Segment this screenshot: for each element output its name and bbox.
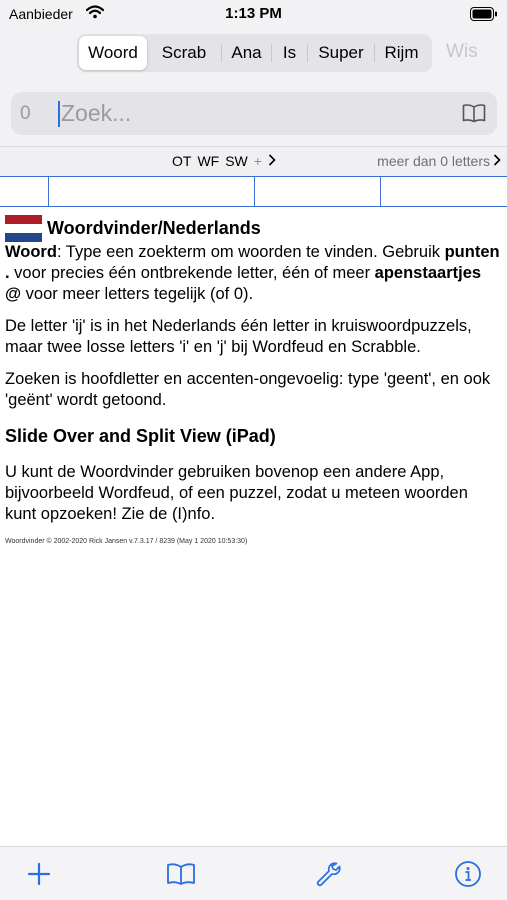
intro-text: : Type een zoekterm om woorden te vinden. Gebruik bbox=[56, 243, 445, 261]
letter-grid[interactable] bbox=[0, 176, 507, 207]
text-cursor bbox=[58, 101, 60, 127]
book-icon[interactable] bbox=[462, 103, 486, 128]
section-heading: Slide Over and Split View (iPad) bbox=[5, 426, 276, 446]
page-title: Woordvinder/Nederlands bbox=[47, 217, 261, 238]
version-note: Woordvinder © 2002-2020 Rick Jansen v.7.3.17 / 8239 (May 1 2020 10:53:30) bbox=[5, 538, 248, 545]
grid-cell[interactable] bbox=[0, 177, 49, 206]
mode-segmented-control[interactable] bbox=[77, 34, 432, 72]
ij-paragraph: De letter 'ij' is in het Nederlands één letter in kruiswoordpuzzels, maar twee losse letters 'i' en 'j' bij Wordfeud en Scrabble. bbox=[5, 317, 472, 356]
grid-cell[interactable] bbox=[49, 177, 255, 206]
grid-cell[interactable] bbox=[255, 177, 381, 206]
dictionary-filter[interactable] bbox=[172, 153, 276, 169]
mode-ana-segment[interactable]: Ana bbox=[231, 43, 262, 62]
status-time: 1:13 PM bbox=[225, 5, 282, 22]
mode-super-segment[interactable]: Super bbox=[318, 43, 364, 62]
status-bar bbox=[0, 0, 507, 28]
intro-paragraph bbox=[5, 242, 501, 305]
info-content bbox=[5, 214, 501, 545]
info-icon[interactable] bbox=[453, 859, 483, 889]
mode-is-segment[interactable]: Is bbox=[282, 43, 297, 62]
filter-bar bbox=[0, 146, 507, 176]
chevron-right-icon bbox=[493, 153, 501, 169]
letter-count-filter[interactable] bbox=[377, 153, 501, 169]
letter-count-label: meer dan 0 letters bbox=[377, 153, 490, 169]
dutch-flag-icon bbox=[5, 215, 42, 242]
add-icon[interactable] bbox=[24, 859, 54, 889]
header bbox=[0, 28, 507, 146]
battery-icon bbox=[470, 7, 498, 26]
intro-text: voor precies één ontbrekende letter, één of meer bbox=[9, 264, 375, 282]
search-input[interactable] bbox=[61, 98, 441, 128]
mode-rijm-segment[interactable]: Rijm bbox=[384, 43, 419, 62]
case-paragraph: Zoeken is hoofdletter en accenten-ongevoelig: type 'geent', en ook 'geënt' wordt getoond. bbox=[5, 370, 491, 409]
filter-wf[interactable]: WF bbox=[197, 153, 220, 169]
mode-scrab-segment[interactable]: Scrab bbox=[161, 43, 207, 62]
result-count: 0 bbox=[20, 103, 31, 124]
clear-button[interactable]: Wis bbox=[446, 41, 478, 62]
term-punten: punten . bbox=[5, 243, 500, 282]
search-bar[interactable] bbox=[11, 92, 497, 135]
title-row bbox=[5, 214, 501, 242]
dictionary-book-icon[interactable] bbox=[166, 859, 196, 889]
mode-woord-segment[interactable]: Woord bbox=[79, 36, 147, 70]
chevron-right-icon[interactable] bbox=[268, 153, 276, 169]
split-view-paragraph: U kunt de Woordvinder gebruiken bovenop een andere App, bijvoorbeeld Wordfeud, of een puzzel, zodat u meteen woorden kunt opzoeken! Zie de (I)nfo. bbox=[5, 463, 468, 523]
intro-text: voor meer letters tegelijk (of 0). bbox=[21, 285, 254, 303]
filter-plus[interactable]: + bbox=[253, 153, 262, 169]
carrier-label: Aanbieder bbox=[9, 6, 73, 22]
term-woord: Woord bbox=[5, 243, 57, 261]
filter-ot[interactable]: OT bbox=[172, 153, 192, 169]
wrench-icon[interactable] bbox=[313, 859, 343, 889]
filter-sw[interactable]: SW bbox=[225, 153, 248, 169]
bottom-toolbar bbox=[0, 846, 507, 900]
term-apenstaartjes: apenstaartjes @ bbox=[5, 264, 482, 303]
